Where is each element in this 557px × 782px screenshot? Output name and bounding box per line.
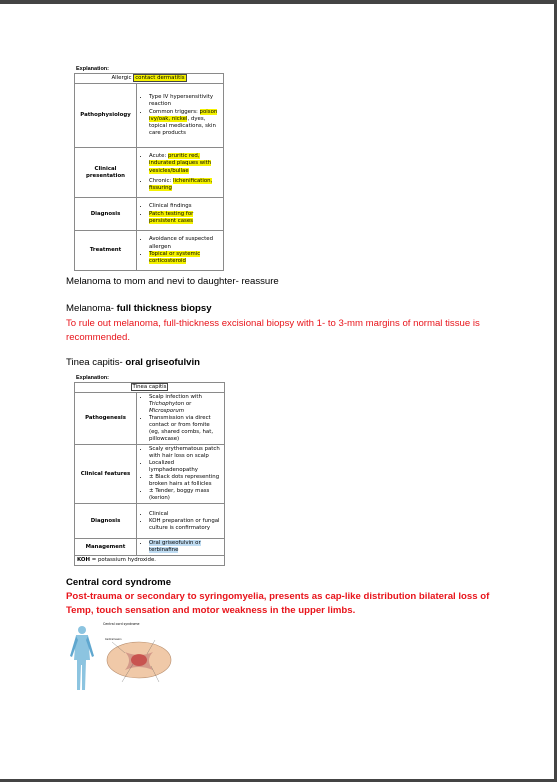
row-content: • Type IV hypersensitivity reaction • Common triggers: poison ivy/oak, nickel, dyes, topical medications, skin care products xyxy=(137,84,224,148)
row-label: Clinical presentation xyxy=(75,148,137,198)
table-row xyxy=(75,231,224,271)
row-content: • Clinical • KOH preparation or fungal culture is confirmatory xyxy=(137,504,225,539)
lesion-label: Central lesion xyxy=(105,638,122,641)
central-cord-heading: Central cord syndrome xyxy=(66,577,172,588)
table-row xyxy=(75,539,225,556)
table-row xyxy=(75,84,224,148)
explanation-label-1: Explanation: xyxy=(76,66,110,72)
explanation-label-2: Explanation: xyxy=(76,375,110,381)
row-content: • Scaly erythematous patch with hair loss on scalp • Localized lymphadenopathy • ± Black dots representing broken hairs at follicles • ± Tender, boggy mass (kerion) xyxy=(137,445,225,504)
figure-title: Central cord syndrome xyxy=(103,622,140,626)
table-row xyxy=(75,504,225,539)
table-title: Tinea capitis xyxy=(75,383,225,393)
melanoma-heading: Melanoma- full thickness biopsy xyxy=(66,303,212,314)
window-frame-top xyxy=(0,0,557,4)
row-label: Diagnosis xyxy=(75,504,137,539)
row-content: • Acute: pruritic red, indurated plaques with vesicles/bullae • Chronic: lichenification, fissuring xyxy=(137,148,224,198)
row-content: • Avoidance of suspected allergen • Topical or systemic corticosteroid xyxy=(137,231,224,271)
table-row xyxy=(75,148,224,198)
table-header-row xyxy=(75,383,225,393)
tinea-capitis-table xyxy=(74,382,225,566)
contact-dermatitis-table xyxy=(74,73,224,271)
row-content: • Scalp infection with Trichophyton or Microsporum • Transmission via direct contact or from fomite (eg, shared combs, hat, pillowcase) xyxy=(137,393,225,445)
highlighted-title: contact dermatitis xyxy=(135,75,185,81)
row-content: • Oral griseofulvin or terbinafine xyxy=(137,539,225,556)
row-label: Treatment xyxy=(75,231,137,271)
table-header-row xyxy=(75,74,224,84)
row-content: • Clinical findings • Patch testing for persistent cases xyxy=(137,198,224,231)
spinal-cord-cross-section xyxy=(105,638,171,682)
table-title: Allergic contact dermatitis xyxy=(75,74,224,84)
row-label: Clinical features xyxy=(75,445,137,504)
melanoma-reassure-text: Melanoma to mom and nevi to daughter- reassure xyxy=(66,276,279,287)
tinea-heading: Tinea capitis- oral griseofulvin xyxy=(66,357,201,368)
central-cord-illustration xyxy=(67,620,179,702)
central-lesion xyxy=(131,654,147,666)
table-row xyxy=(75,198,224,231)
table-footnote: KOH = potassium hydroxide. xyxy=(75,556,225,566)
row-label: Diagnosis xyxy=(75,198,137,231)
row-label: Pathophysiology xyxy=(75,84,137,148)
melanoma-explanation: To rule out melanoma, full-thickness excisional biopsy with 1- to 3-mm margins of normal tissue is recommended. xyxy=(66,318,480,343)
central-cord-explanation: Post-trauma or secondary to syringomyelia, presents as cap-like distribution bilateral loss of Temp, touch sensation and motor weakness in the upper limbs. xyxy=(66,591,490,616)
row-label: Management xyxy=(75,539,137,556)
table-footnote-row xyxy=(75,556,225,566)
body-silhouette xyxy=(70,626,94,690)
central-cord-figure xyxy=(67,620,179,702)
table-row xyxy=(75,393,225,445)
row-label: Pathogenesis xyxy=(75,393,137,445)
table-row xyxy=(75,445,225,504)
